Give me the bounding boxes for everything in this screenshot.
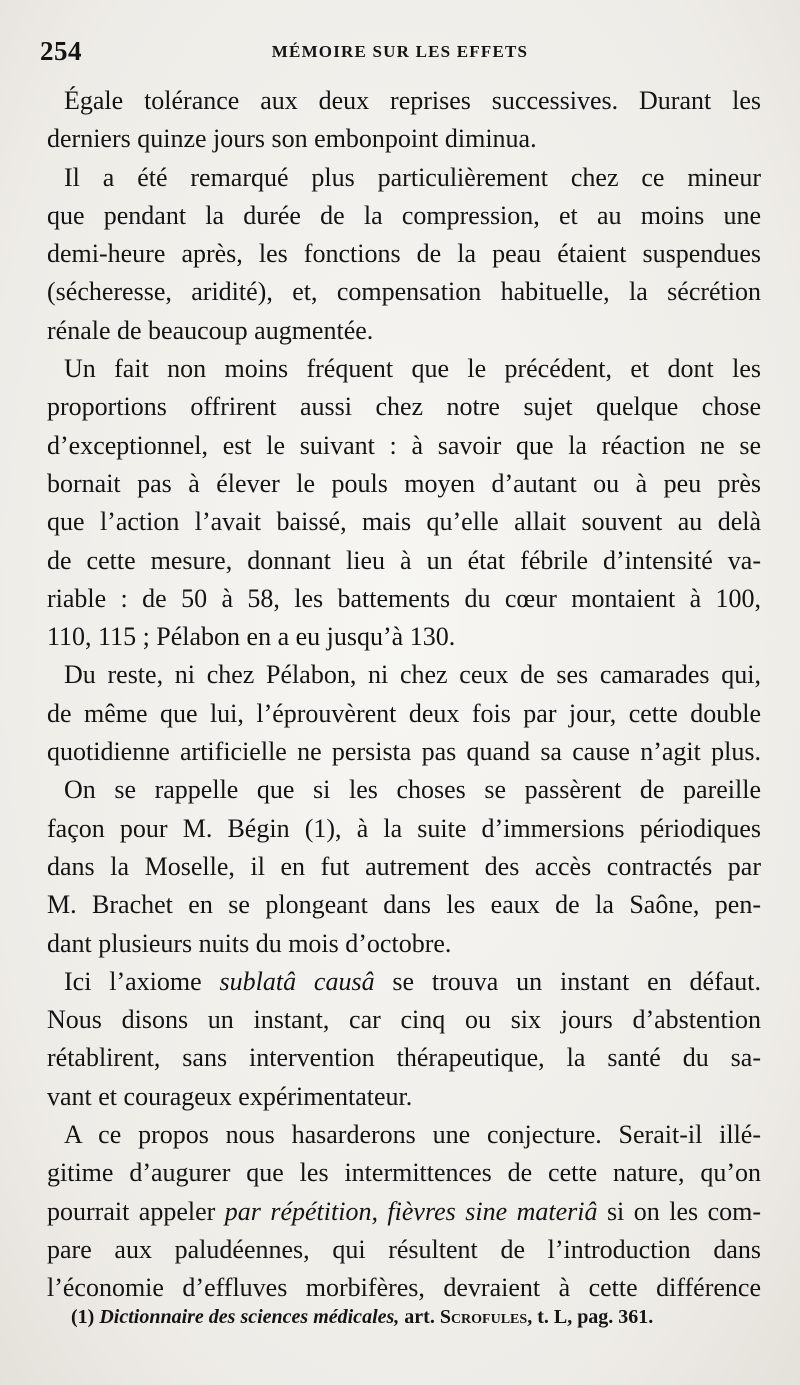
text-line-appeler	[47, 1193, 761, 1231]
text-line: proportions offrirent aussi chez notre sujet quelque chose	[47, 392, 761, 422]
appeler-lead: pourrait appeler	[47, 1196, 216, 1226]
text-line: rétablirent, sans intervention thérapeutique, la santé du sa-	[47, 1043, 761, 1073]
text-line: que pendant la durée de la compression, et au moins une	[47, 200, 761, 230]
text-line: pare aux paludéennes, qui résultent de l’introduction dans	[47, 1234, 761, 1264]
footnote-article-name: Scrofules	[439, 1306, 528, 1328]
text-line: vant et courageux expérimentateur.	[47, 1081, 413, 1111]
text-line: d’exceptionnel, est le suivant : à savoir que la réaction ne se	[47, 430, 761, 460]
body-text	[47, 82, 761, 1308]
text-line: 110, 115 ; Pélabon en a eu jusqu’à 130.	[47, 622, 456, 652]
text-line: que l’action l’avait baissé, mais qu’elle allait souvent au delà	[47, 507, 761, 537]
text-line: dant plusieurs nuits du mois d’octobre.	[47, 928, 452, 958]
text-line: Égale tolérance aux deux reprises successives. Durant les	[64, 86, 761, 115]
page-number: 254	[40, 36, 82, 66]
text-line: quotidienne artificielle ne persista pas quand sa cause n’agit plus.	[47, 737, 761, 767]
text-line-axiom	[47, 963, 761, 1001]
footnote-marker: (1)	[71, 1306, 95, 1328]
axiom-rest: se trouva un instant en défaut.	[374, 966, 761, 996]
text-line: (sécheresse, aridité), et, compensation habituelle, la sécrétion	[47, 277, 761, 307]
footnote-rest: , t. L, pag. 361.	[527, 1306, 654, 1328]
text-line: de cette mesure, donnant lieu à un état fébrile d’intensité va-	[47, 545, 761, 575]
running-head: MÉMOIRE SUR LES EFFETS	[271, 42, 529, 61]
text-line: dans la Moselle, il en fut autrement des accès contractés par	[47, 851, 761, 881]
axiom-italic: sublatâ causâ	[219, 966, 375, 996]
text-line: M. Brachet en se plongeant dans les eaux de la Saône, pen-	[47, 890, 761, 920]
appeler-rest: si on les com-	[597, 1196, 761, 1226]
appeler-italic: par répétition, fièvres sine materiâ	[224, 1196, 598, 1226]
footnote-article: art.	[399, 1306, 440, 1328]
text-line: de même que lui, l’éprouvèrent deux fois par jour, cette double	[47, 698, 761, 728]
text-line: riable : de 50 à 58, les battements du cœur montaient à 100,	[47, 583, 761, 613]
text-line: Il a été remarqué plus particulièrement chez ce mineur	[64, 162, 761, 192]
text-line: rénale de beaucoup augmentée.	[47, 315, 374, 345]
text-line: façon pour M. Bégin (1), à la suite d’immersions périodiques	[47, 813, 761, 843]
text-line: l’économie d’effluves morbifères, devraient à cette différence	[47, 1273, 761, 1303]
text-line: Du reste, ni chez Pélabon, ni chez ceux de ses camarades qui,	[64, 660, 761, 690]
text-line: demi-heure après, les fonctions de la peau étaient suspendues	[47, 239, 761, 269]
text-line: Nous disons un instant, car cinq ou six jours d’abstention	[47, 1005, 761, 1035]
text-line: bornait pas à élever le pouls moyen d’autant ou à peu près	[47, 468, 761, 498]
axiom-lead: Ici l’axiome	[64, 966, 202, 996]
text-line: A ce propos nous hasarderons une conjecture. Serait-il illé-	[64, 1120, 761, 1150]
footnote	[71, 1306, 761, 1329]
footnote-title: Dictionnaire des sciences médicales,	[99, 1306, 400, 1328]
page-header	[40, 36, 760, 70]
text-line: gitime d’augurer que les intermittences de cette nature, qu’on	[47, 1158, 761, 1188]
text-line: derniers quinze jours son embonpoint diminua.	[47, 124, 537, 154]
text-line: On se rappelle que si les choses se passèrent de pareille	[64, 775, 761, 805]
text-line: Un fait non moins fréquent que le précédent, et dont les	[64, 354, 761, 384]
